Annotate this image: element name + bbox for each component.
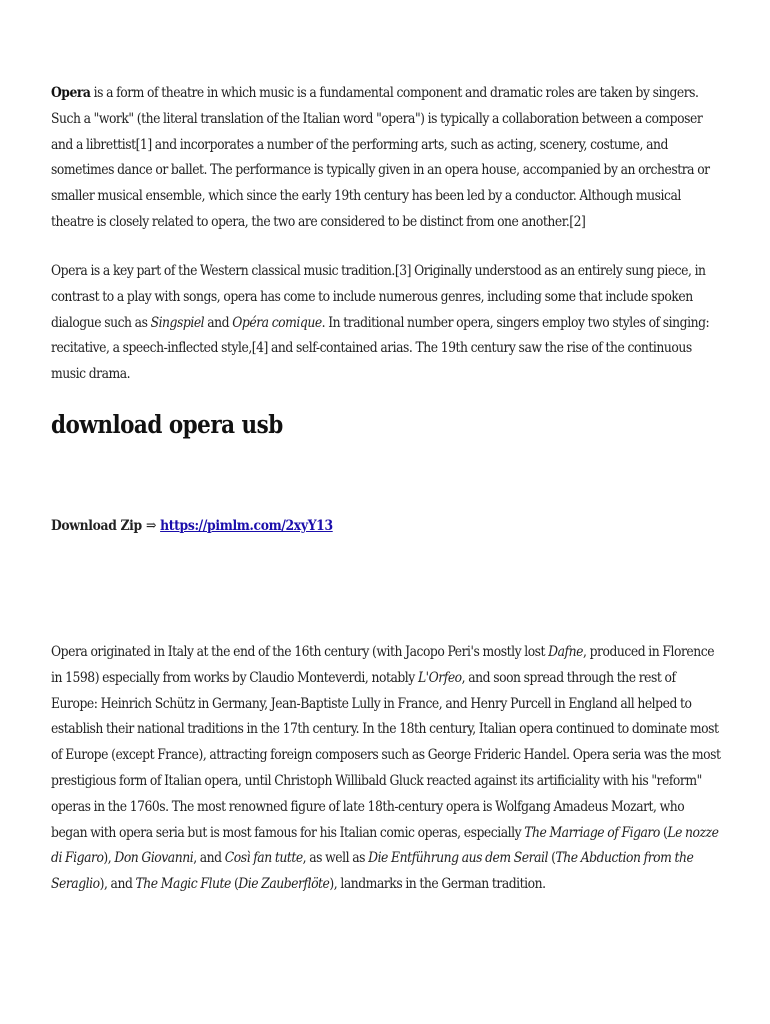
history-text: ),: [103, 850, 115, 867]
download-link[interactable]: https://pimlm.com/2xyY13: [160, 517, 333, 534]
history-text: Opera originated in Italy at the end of the 16th century (with Jacopo Peri's mostly lost: [51, 644, 549, 660]
intro-text: is a form of theatre in which music is a fundamental component and dramatic roles are taken by singers. Such a "work" (the literal translation of the Italian word "opera") is typically a collaboration between a composer and a librettist[1] and incorporates a number of the performing arts, such as acting, scenery, costume, and sometimes dance or ballet. The performance is typically given in an opera house, accompanied by an orchestra or smaller musical ensemble, which since the early 19th century has been led by a conductor. Although musical theatre is closely related to opera, the two are considered to be distinct from one another.[2]: [51, 85, 710, 230]
magic-flute-title: The Magic Flute: [135, 876, 231, 893]
tradition-text-a: Opera is a key part of the Western classical music tradition.[3] Originally understood as an entirely sung piece, in contrast to a play with songs, opera has come to include numerous genres, including some that include spoken dialogue such as: [51, 263, 706, 331]
history-text: , and: [193, 850, 225, 867]
intro-paragraph: [51, 80, 722, 236]
history-text: ), landmarks in the German tradition.: [329, 876, 546, 893]
history-text: , and soon spread through the rest of Europe: Heinrich Schütz in Germany, Jean-Baptiste Lully in France, and Henry Purcell in England all helped to establish their national traditions in the 17th century. In the 18th century, Italian opera continued to dominate most of Europe (except France), attracting foreign composers such as George Frideric Handel. Opera seria was the most prestigious form of Italian opera, until Christoph Willibald Gluck reacted against its artificiality with his "reform" operas in the 1760s. The most renowned figure of late 18th-century opera is Wolfgang Amadeus Mozart, who began with opera seria but is most famous for his Italian comic operas, especially: [51, 669, 721, 841]
tradition-text-b: . In traditional number opera, singers employ two styles of singing: recitative, a speech-inflected style,[4] and self-contained arias. The 19th century saw the rise of the continuous music drama.: [51, 314, 710, 383]
dafne-title: Dafne: [548, 644, 583, 660]
opera-term: Opera: [51, 84, 91, 101]
singspiel-term: Singspiel: [150, 314, 205, 331]
zauberflote-title: Die Zauberflöte: [238, 876, 330, 893]
orfeo-title: L'Orfeo: [417, 669, 462, 686]
history-text: , produced in Florence in 1598) especially from works by Claudio Monteverdi, notably: [51, 644, 715, 686]
history-paragraph: [51, 640, 722, 898]
history-text: (: [547, 850, 556, 867]
tradition-and: and: [204, 314, 233, 331]
page-heading: download opera usb: [51, 410, 283, 439]
history-text: ), and: [99, 876, 136, 893]
giovanni-title: Don Giovanni: [114, 850, 194, 867]
nozze-title: Le nozze di Figaro: [51, 824, 719, 867]
arrow-right-icon: ⇒: [145, 518, 156, 534]
download-line: [51, 517, 333, 534]
history-text: , as well as: [302, 850, 369, 867]
abduction-title: The Abduction from the Seraglio: [51, 850, 694, 893]
history-text: (: [230, 876, 239, 893]
tradition-paragraph: [51, 259, 722, 388]
opera-comique-term: Opéra comique: [232, 314, 322, 331]
download-label: Download Zip: [51, 517, 142, 534]
entfuhrung-title: Die Entführung aus dem Serail: [368, 850, 548, 867]
history-text: (: [659, 824, 668, 841]
figaro-title: The Marriage of Figaro: [524, 824, 660, 841]
cosi-title: Così fan tutte: [224, 850, 303, 867]
